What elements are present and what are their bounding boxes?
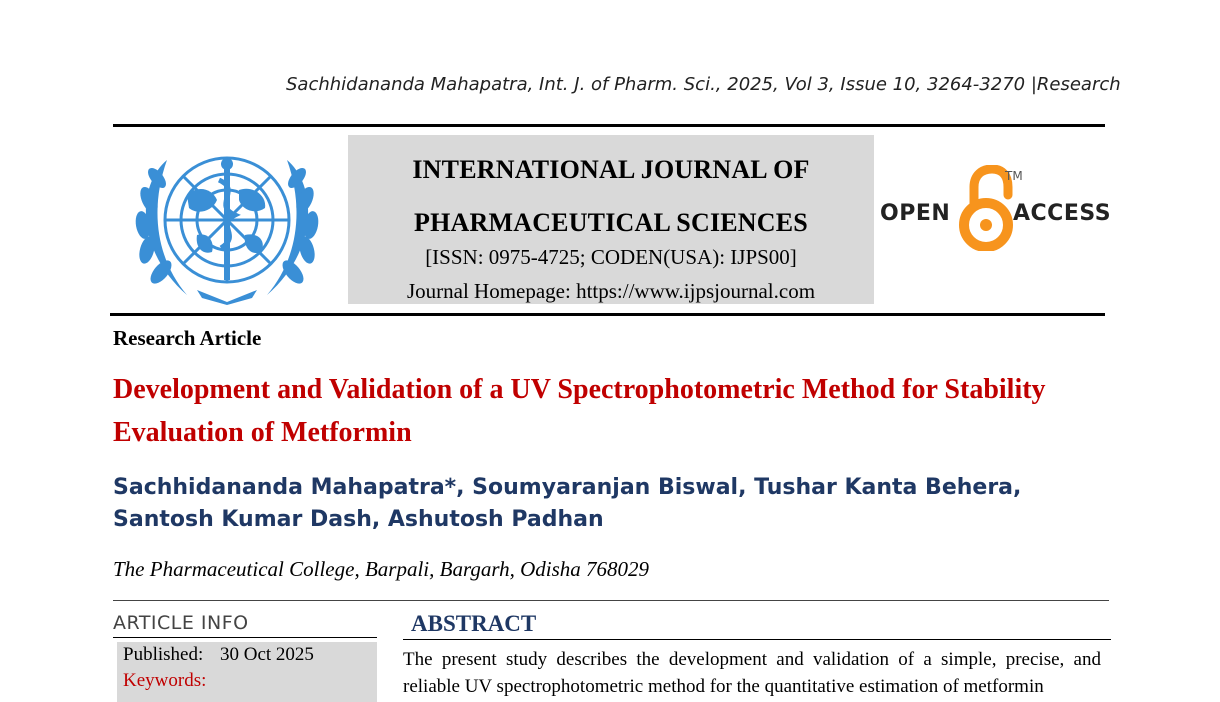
header-top-rule xyxy=(113,124,1105,127)
header-bottom-rule xyxy=(110,313,1105,316)
journal-homepage[interactable]: Journal Homepage: https://www.ijpsjournal.com xyxy=(406,279,816,303)
open-access-word-access: ACCESS xyxy=(1013,201,1112,226)
published-label: Published: xyxy=(123,644,204,665)
abstract-heading: ABSTRACT xyxy=(403,611,1111,640)
journal-title-line1: INTERNATIONAL JOURNAL OF xyxy=(412,155,810,184)
open-access-word-open: OPEN xyxy=(880,201,951,226)
abstract-text: The present study describes the development and validation of a simple, precise, and reliable UV spectrophotometric method for the quantitative estimation of metformin xyxy=(403,649,1101,697)
published-row xyxy=(123,644,314,666)
journal-title-line2: PHARMACEUTICAL SCIENCES xyxy=(414,208,808,237)
affiliation-rule xyxy=(113,600,1109,601)
open-access-logo xyxy=(880,163,1110,253)
journal-banner xyxy=(348,135,874,304)
article-info-box xyxy=(117,642,377,702)
article-authors: Sachhidananda Mahapatra*, Soumyaranjan Biswal, Tushar Kanta Behera, Santosh Kumar Dash, Ashutosh Padhan xyxy=(113,475,1022,532)
running-head: Sachhidananda Mahapatra, Int. J. of Pharm. Sci., 2025, Vol 3, Issue 10, 3264-3270 |Research xyxy=(286,74,1121,95)
author-affiliation: The Pharmaceutical College, Barpali, Bargarh, Odisha 768029 xyxy=(113,557,650,581)
article-info-heading: ARTICLE INFO xyxy=(113,612,377,638)
globe-laurel-icon xyxy=(127,140,327,305)
article-type-label: Research Article xyxy=(113,326,262,350)
trademark-mark: TM xyxy=(1005,169,1023,183)
keywords-label: Keywords: xyxy=(123,670,207,691)
published-date: 30 Oct 2025 xyxy=(219,644,314,665)
un-emblem-logo xyxy=(127,140,327,305)
journal-issn: [ISSN: 0975-4725; CODEN(USA): IJPS00] xyxy=(425,245,797,269)
article-title: Development and Validation of a UV Spectrophotometric Method for Stability Evaluation of Metformin xyxy=(113,374,1046,448)
